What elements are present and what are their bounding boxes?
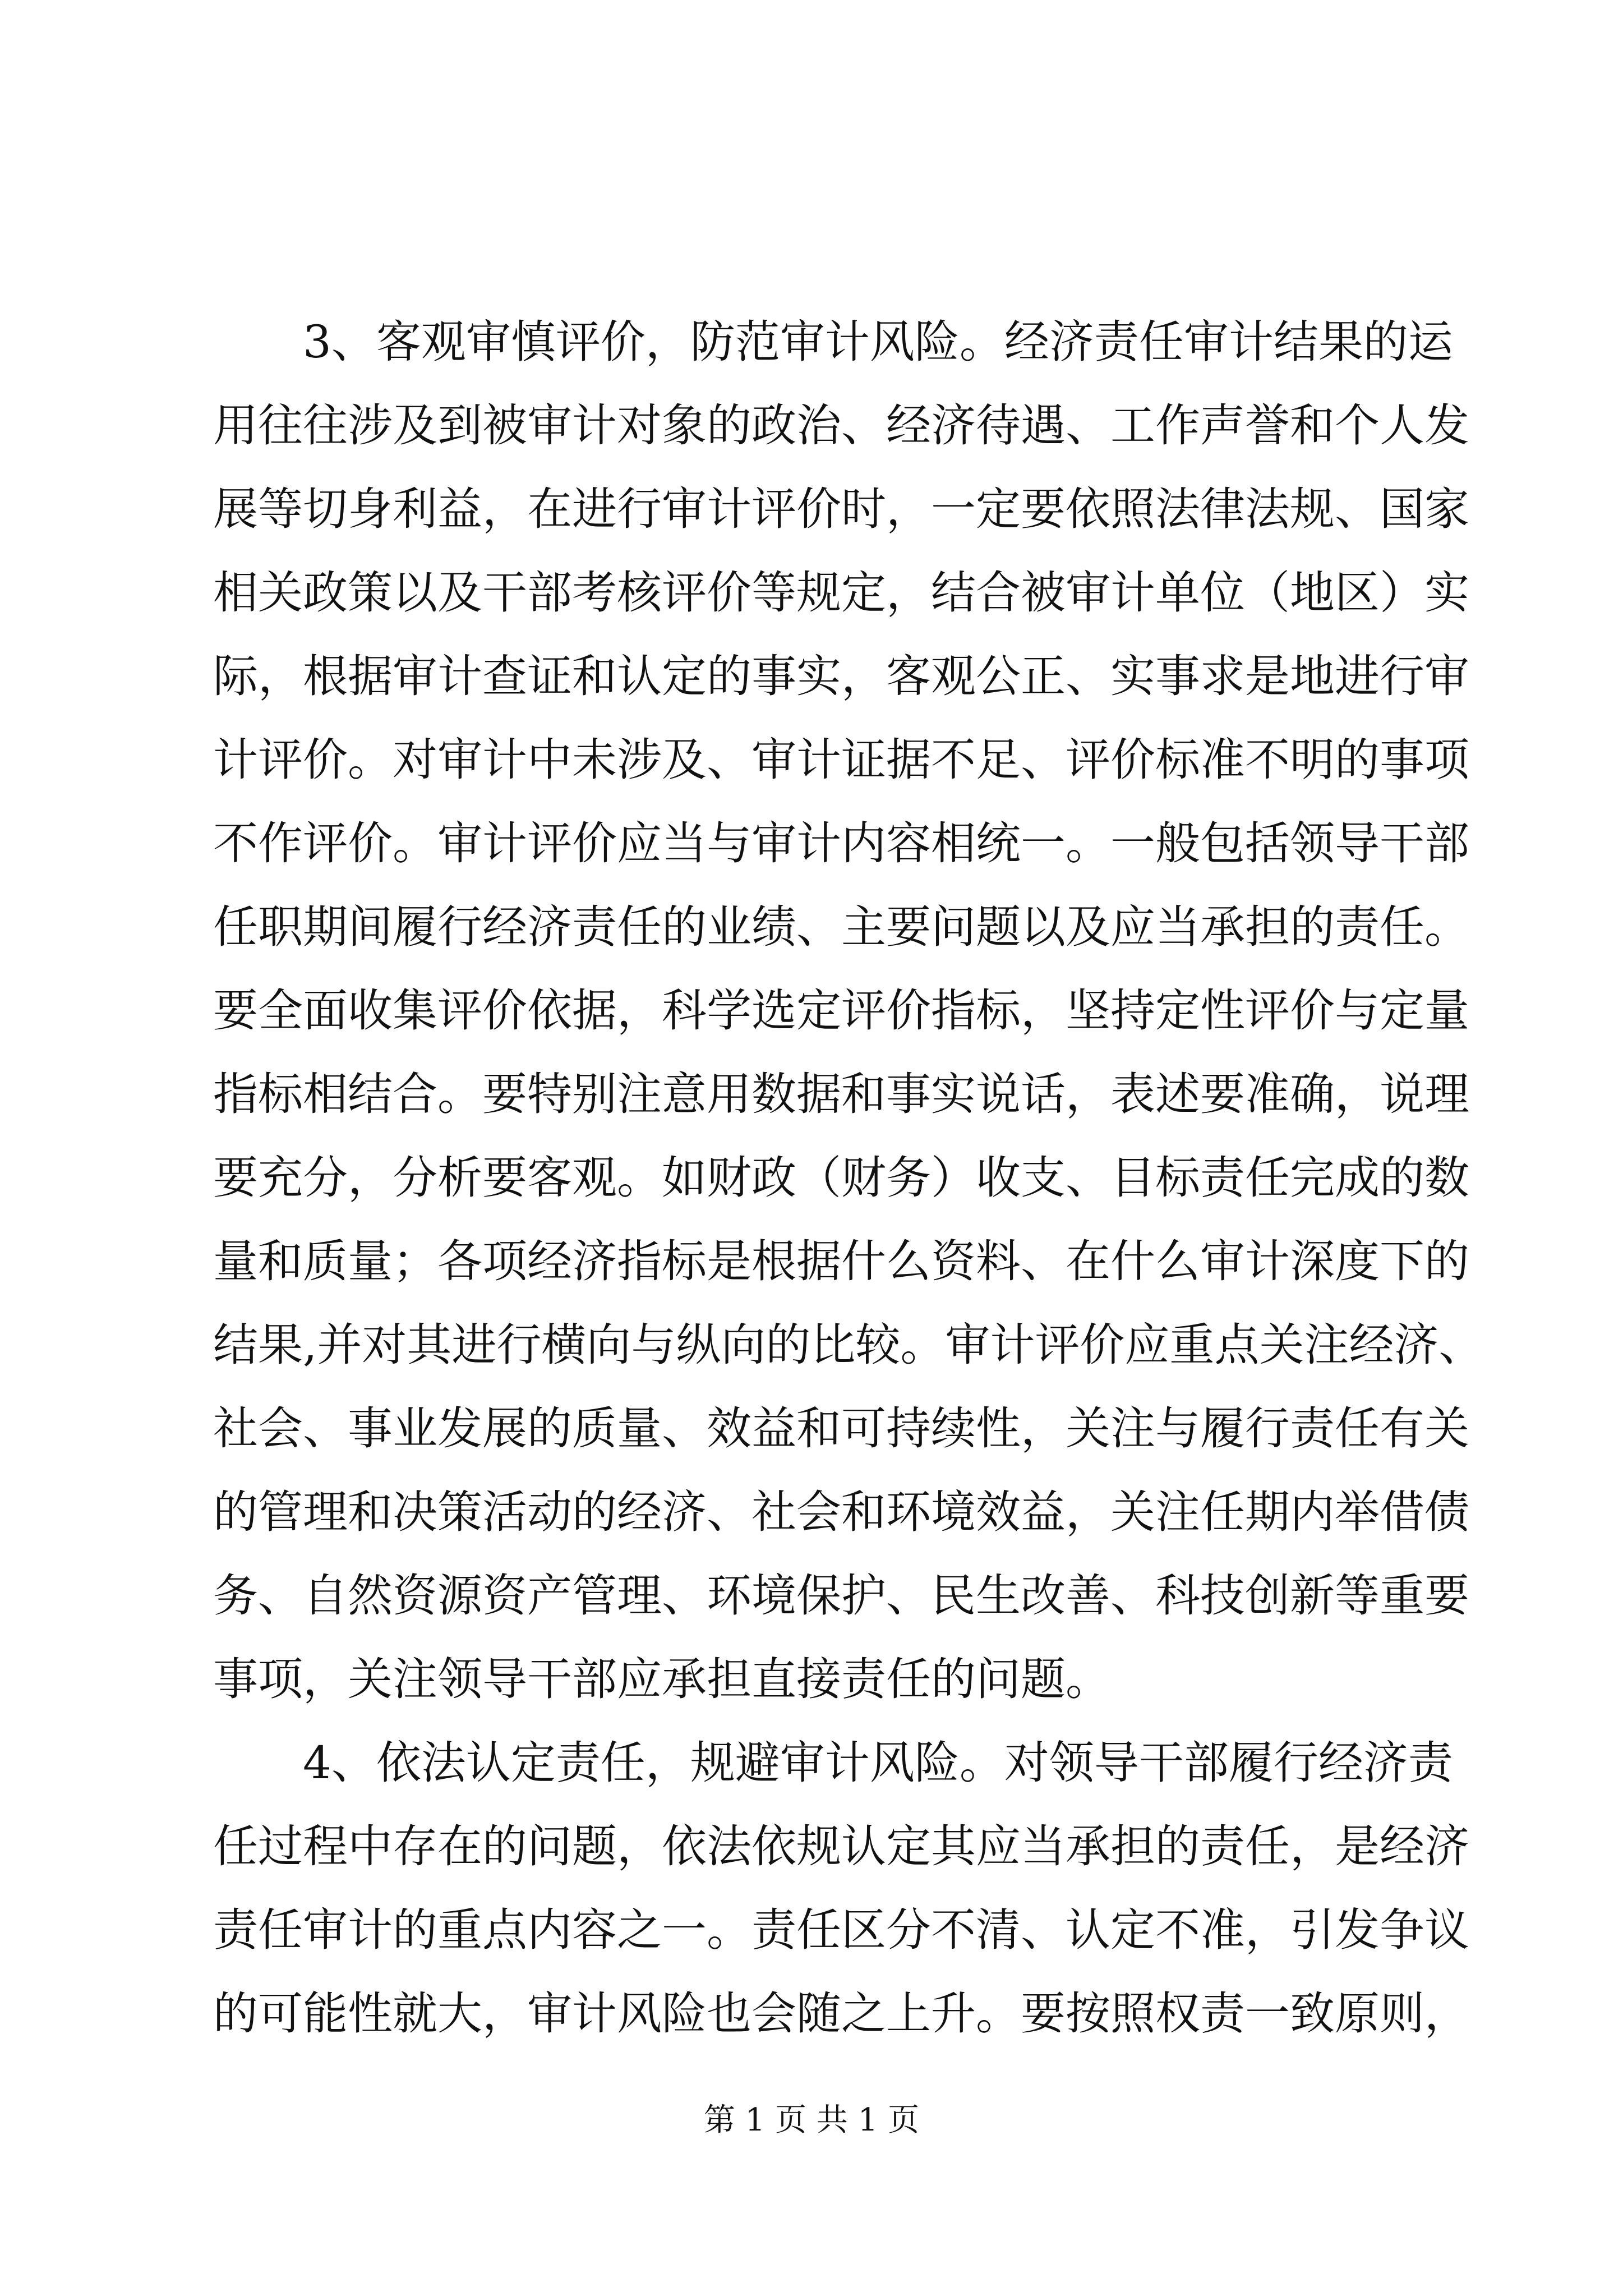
text-line: 展等切身利益，在进行审计评价时，一定要依照法律法规、国家 [213, 483, 1469, 535]
text-line: 量和质量；各项经济指标是根据什么资料、在什么审计深度下的 [213, 1235, 1469, 1287]
text-line: 的可能性就大，审计风险也会随之上升。要按照权责一致原则， [213, 1987, 1469, 2040]
text-line: 要充分，分析要客观。如财政（财务）收支、目标责任完成的数 [213, 1152, 1469, 1204]
page-footer [0, 2101, 1623, 2140]
text-line: 责任审计的重点内容之一。责任区分不清、认定不准，引发争议 [213, 1904, 1469, 1956]
text-line: 用往往涉及到被审计对象的政治、经济待遇、工作声誉和个人发 [213, 399, 1469, 452]
text-line: 任过程中存在的问题，依法依规认定其应当承担的责任，是经济 [213, 1820, 1469, 1872]
paragraph-3 [213, 300, 1484, 1721]
text-line: 不作评价。审计评价应当与审计内容相统一。一般包括领导干部 [213, 817, 1469, 869]
paragraph-4 [213, 1721, 1469, 2055]
text-line: 相关政策以及干部考核评价等规定，结合被审计单位（地区）实 [213, 567, 1469, 619]
text-line: 要全面收集评价依据，科学选定评价指标，坚持定性评价与定量 [213, 984, 1469, 1037]
page-number: 第 1 页 共 1 页 [703, 2102, 920, 2138]
text-line: 4、依法认定责任，规避审计风险。对领导干部履行经济责 [303, 1737, 1453, 1789]
text-line: 任职期间履行经济责任的业绩、主要问题以及应当承担的责任。 [213, 901, 1469, 953]
text-line: 事项，关注领导干部应承担直接责任的问题。 [213, 1653, 1110, 1705]
text-line: 3、客观审慎评价，防范审计风险。经济责任审计结果的运 [303, 316, 1453, 368]
document-body [213, 300, 1484, 2055]
text-line: 计评价。对审计中未涉及、审计证据不足、评价标准不明的事项 [213, 734, 1469, 786]
text-line: 际，根据审计查证和认定的事实，客观公正、实事求是地进行审 [213, 650, 1469, 702]
text-line: 社会、事业发展的质量、效益和可持续性，关注与履行责任有关 [213, 1402, 1469, 1455]
text-line: 指标相结合。要特别注意用数据和事实说话，表述要准确，说理 [213, 1068, 1469, 1120]
text-line: 结果,并对其进行横向与纵向的比较。审计评价应重点关注经济、 [213, 1319, 1484, 1371]
text-line: 的管理和决策活动的经济、社会和环境效益，关注任期内举借债 [213, 1486, 1469, 1538]
text-line: 务、自然资源资产管理、环境保护、民生改善、科技创新等重要 [213, 1570, 1469, 1622]
